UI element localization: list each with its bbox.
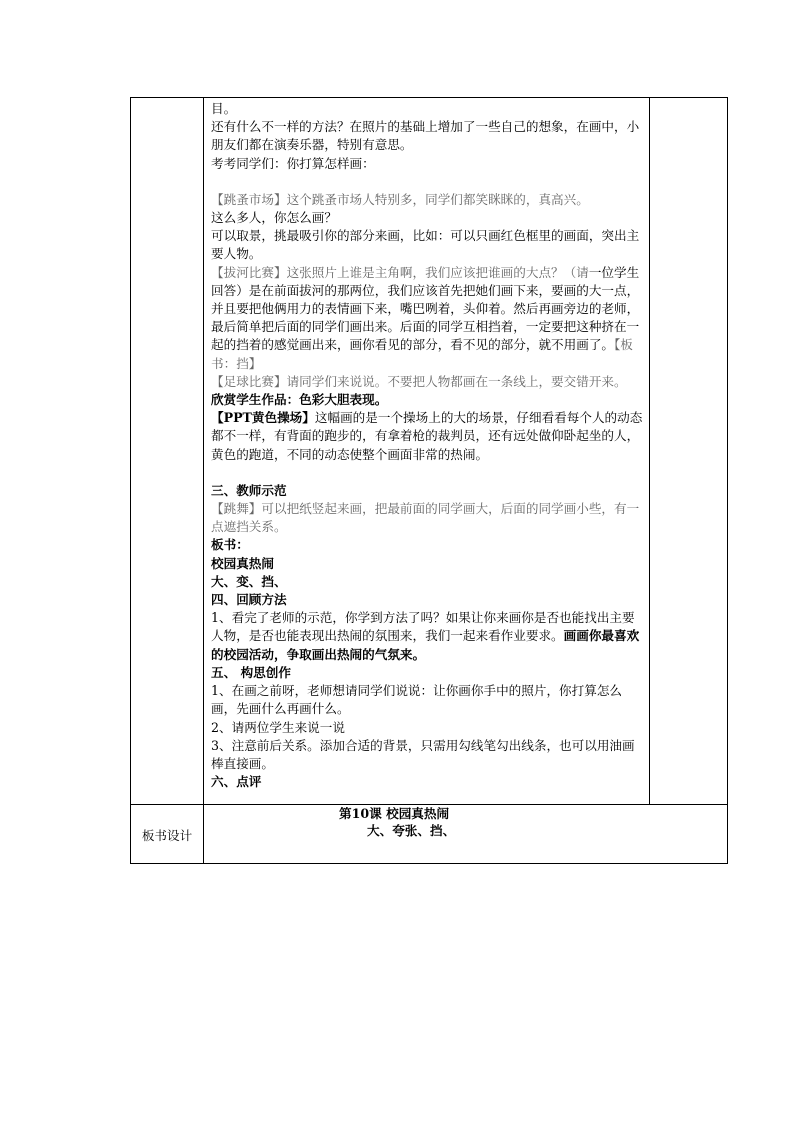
text-span: 一位学生回答）是在前面拔河的那两位，我们应该首先把她们画下来，要画的大一点，并且要把他俩用力的表情画下来，嘴巴咧着，头仰着。然后再画旁边的老师，最后简单把后面的同学们画出来。后面的同学互相挡着，一定要把这种挤在一起的挡着的感觉画出来，画你看见的部分，看不见的部分，就不用画了。	[211, 264, 640, 353]
text-span: 【PPT黄色操场】	[211, 410, 315, 426]
paragraph: 大、变、挡、	[211, 573, 287, 589]
paragraph: 【足球比赛】请同学们来说说。不要把人物都画在一条线上，要交错开来。	[211, 373, 627, 389]
paragraph: 1、在画之前呀，老师想请同学们说说：让你画你手中的照片，你打算怎么画，先画什么再画什么。	[211, 683, 623, 717]
paragraph: 校园真热闹	[211, 555, 274, 571]
paragraph: 可以取景，挑最吸引你的部分来画，比如：可以只画红色框里的画面，突出主要人物。	[211, 228, 640, 262]
paragraph: 还有什么不一样的方法？在照片的基础上增加了一些自己的想象，在画中，小朋友们都在演奏乐器，特别有意思。	[211, 119, 640, 153]
text-span: 这幅画的是一个操场上的大的场景，仔细看看每个人的动态都不一样，有背面的跑步的，有拿着枪的裁判员，还有远处做仰卧起坐的人，黄色的跑道，不同的动态使整个画面非常的热闹。	[211, 410, 643, 462]
table-row	[131, 805, 728, 864]
section-heading: 五、 构思创作	[211, 664, 291, 680]
board-design-cell	[204, 805, 728, 864]
paragraph: 欣赏学生作品：色彩大胆表现。	[211, 392, 388, 408]
text-span: 【拔河比赛】这张照片上谁是主角啊，我们应该把谁画的大点？（请	[211, 264, 589, 280]
text-span: 【板书：挡】	[211, 337, 633, 371]
paragraph	[211, 264, 645, 373]
empty-left-cell	[131, 98, 204, 805]
empty-right-cell	[650, 98, 728, 805]
paragraph: 3、注意前后关系。添加合适的背景，只需用勾线笔勾出线条，也可以用油画棒直接画。	[211, 737, 635, 771]
lesson-table	[130, 97, 728, 864]
text-span: 画画你最喜欢的校园活动，争取画出热闹的气氛来。	[211, 628, 640, 662]
paragraph: 【跳舞】可以把纸竖起来画，把最前面的同学画大，后面的同学画小些，有一点遮挡关系。	[211, 501, 640, 535]
paragraph: 考考同学们：你打算怎样画：	[211, 155, 375, 171]
paragraph: 目。	[211, 101, 237, 116]
section-heading: 六、点评	[211, 774, 262, 790]
paragraph: 2、请两位学生来说一说	[211, 719, 345, 735]
paragraph: 板书：	[211, 537, 249, 553]
section-heading: 四、回顾方法	[211, 592, 287, 608]
content-cell	[204, 98, 650, 805]
board-design-label: 板书设计	[131, 805, 204, 864]
board-subtitle: 大、夸张、挡、	[367, 823, 456, 838]
text-span: 1、看完了老师的示范，你学到方法了吗？如果让你来画你是否也能找出主要人物，是否也能表现出热闹的氛围来，我们一起来看作业要求。	[211, 610, 635, 644]
paragraph	[211, 609, 645, 664]
paragraph: 这么多人，你怎么画？	[211, 210, 337, 226]
table-row	[131, 98, 728, 805]
lesson-content	[204, 98, 649, 804]
paragraph: 【跳蚤市场】这个跳蚤市场人特别多，同学们都笑眯眯的，真高兴。	[211, 191, 589, 207]
board-title: 第10课 校园真热闹	[339, 806, 450, 821]
section-heading: 三、教师示范	[211, 482, 287, 498]
paragraph	[211, 409, 645, 464]
